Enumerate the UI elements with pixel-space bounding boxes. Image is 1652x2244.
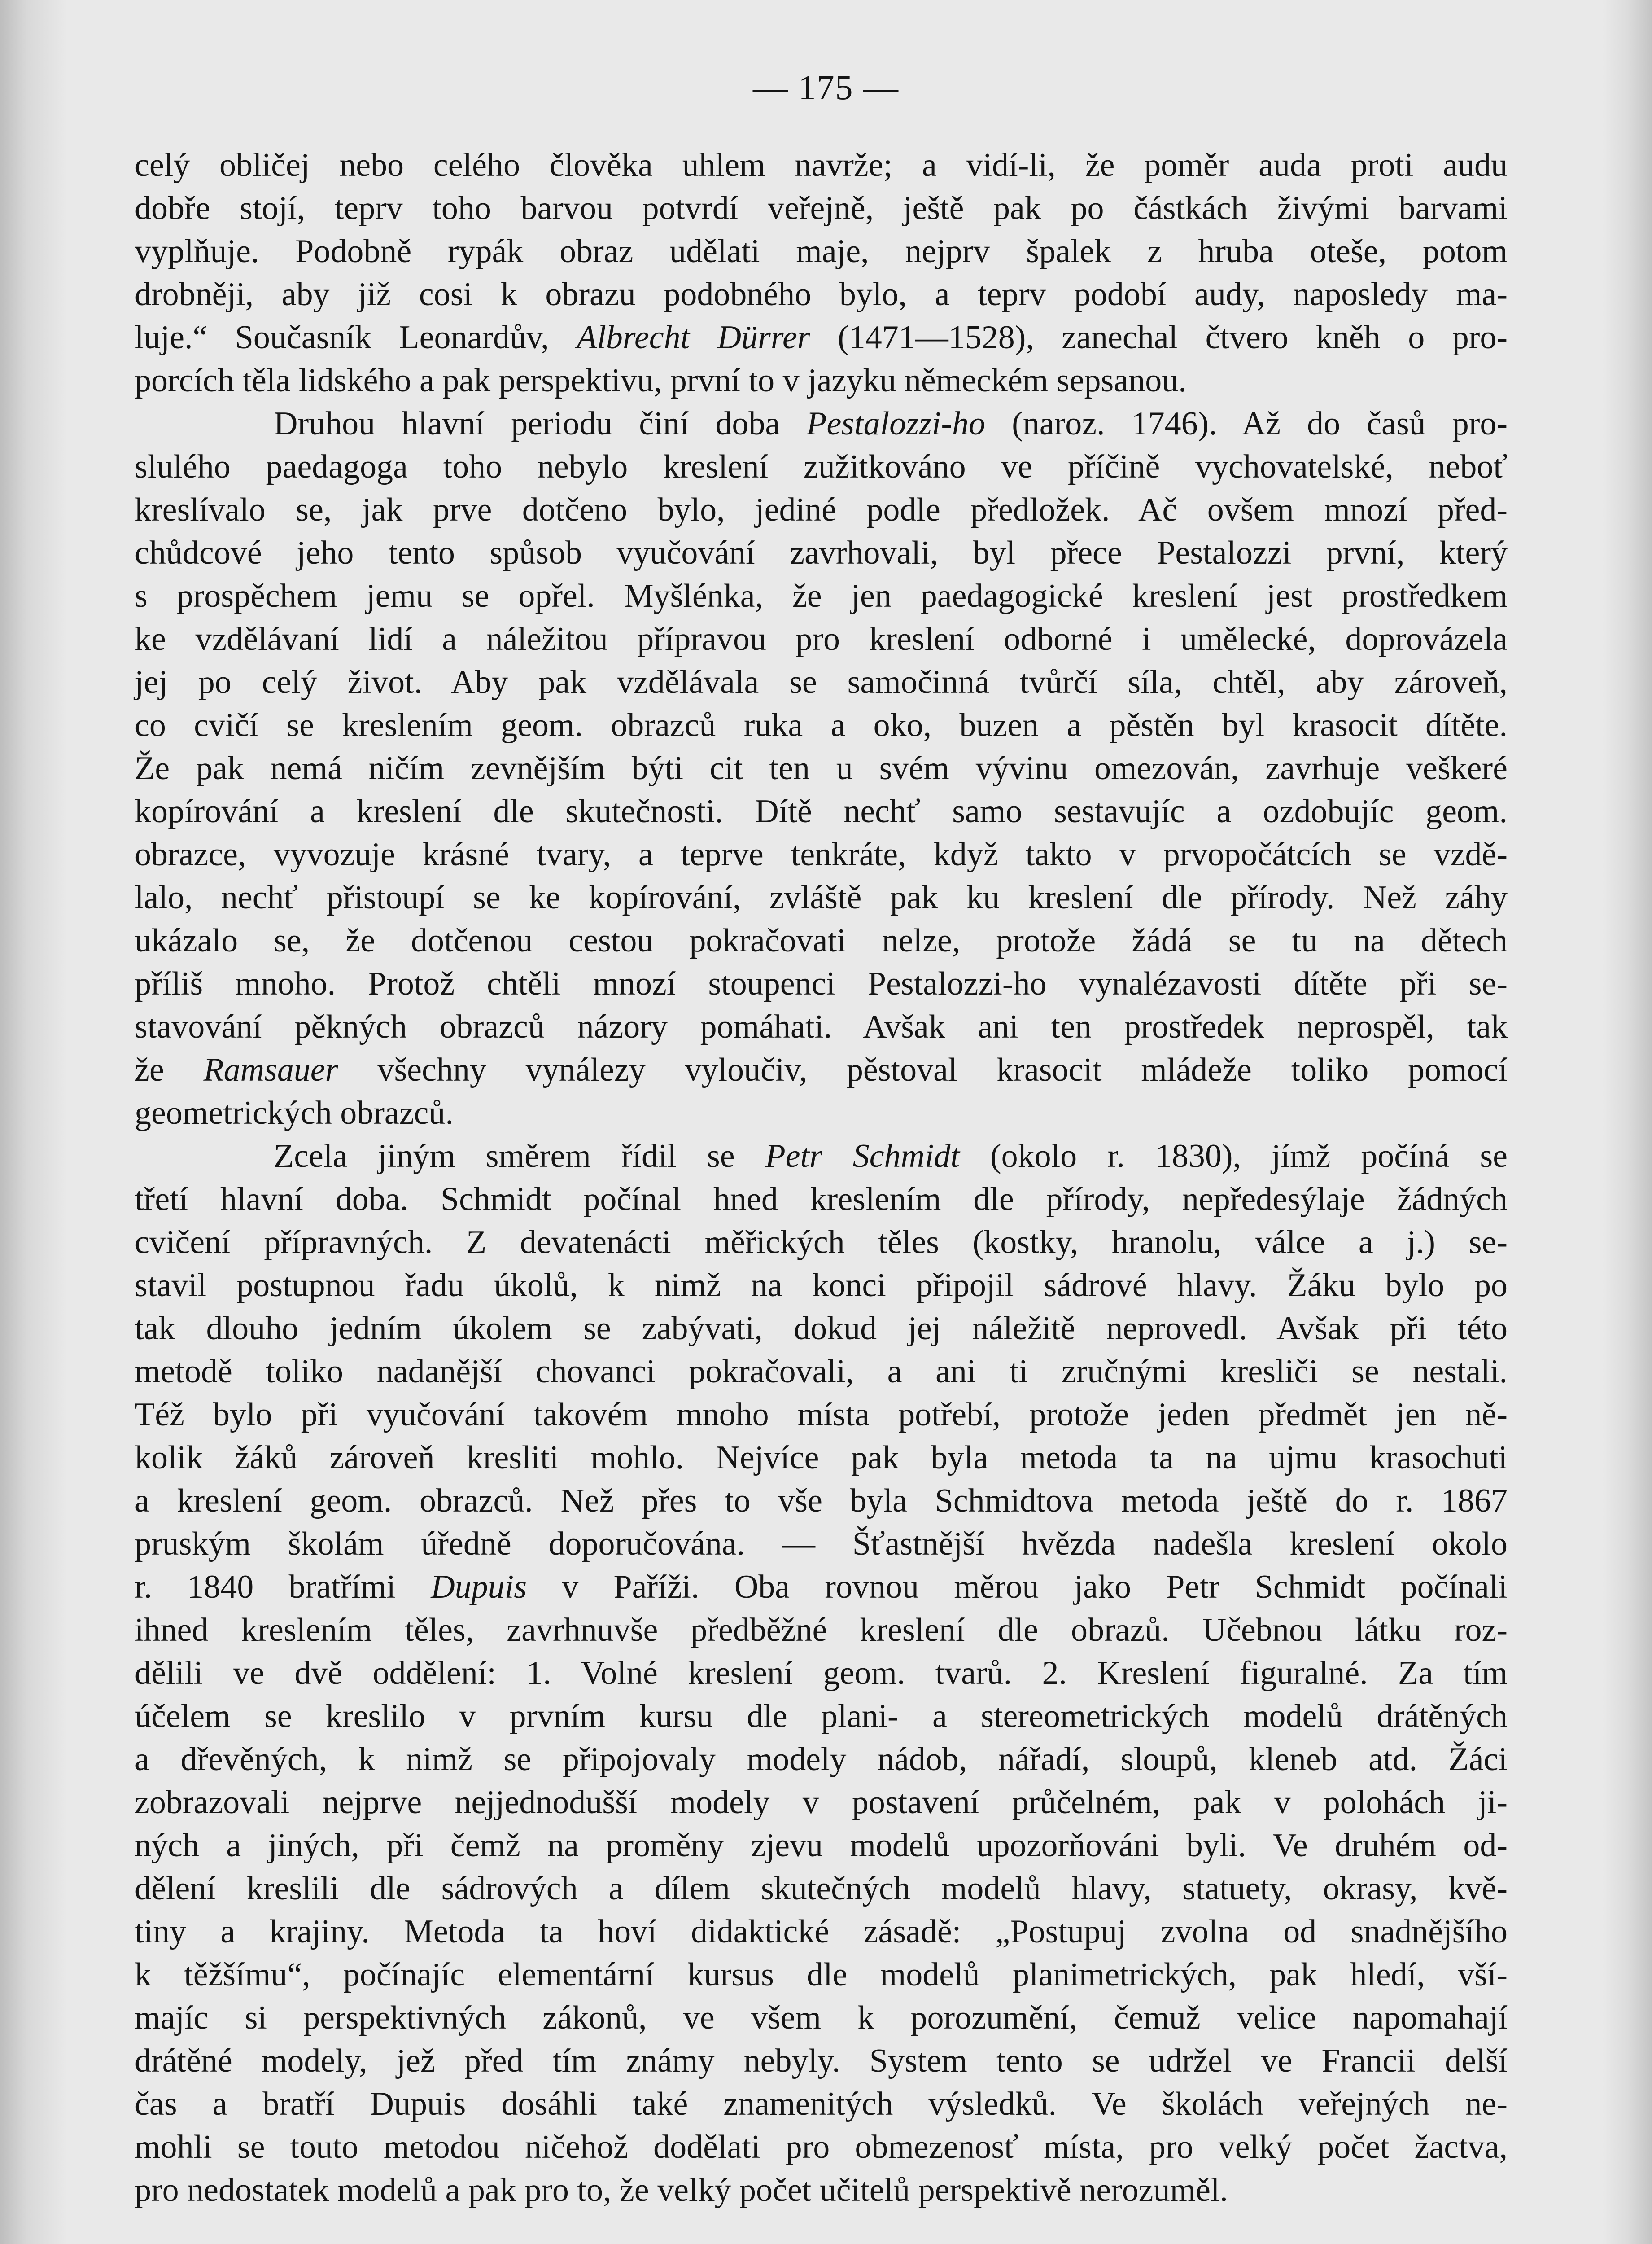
text-line: slulého paedagoga toho nebylo kreslení zužitkováno ve příčině vychovatelské, neboť bbox=[135, 448, 1508, 485]
text-line: r. 1840 bratřími Dupuis v Paříži. Oba rovnou měrou jako Petr Schmidt počínali bbox=[135, 1569, 1508, 1605]
text-line: metodě toliko nadanější chovanci pokračovali, a ani ti zručnými kresliči se nestali. bbox=[135, 1353, 1508, 1390]
text-line: ných a jiných, při čemž na proměny zjevu modelů upozorňováni byli. Ve druhém od- bbox=[135, 1827, 1508, 1864]
text-line: čas a bratří Dupuis dosáhli také znamenitých výsledků. Ve školách veřejných ne- bbox=[135, 2086, 1508, 2122]
text-line: dělili ve dvě oddělení: 1. Volné kreslení geom. tvarů. 2. Kreslení figuralné. Za tím bbox=[135, 1655, 1508, 1692]
text-line: zobrazovali nejprve nejjednodušší modely v postavení průčelném, pak v polohách ji- bbox=[135, 1784, 1508, 1821]
text-line: a kreslení geom. obrazců. Než přes to vše byla Schmidtova metoda ještě do r. 1867 bbox=[135, 1482, 1508, 1519]
text-line: luje.“ Současník Leonardův, Albrecht Dürrer (1471—1528), zanechal čtvero kněh o pro- bbox=[135, 319, 1508, 356]
text-line: celý obličej nebo celého člověka uhlem navrže; a vidí-li, že poměr auda proti audu bbox=[135, 147, 1508, 184]
text-line: jej po celý život. Aby pak vzdělávala se samočinná tvůrčí síla, chtěl, aby zároveň, bbox=[135, 664, 1508, 701]
text-line: geometrických obrazců. bbox=[135, 1095, 454, 1131]
text-line: drobněji, aby již cosi k obrazu podobného bylo, a teprv podobí audy, naposledy ma- bbox=[135, 276, 1508, 313]
text-line: a dřevěných, k nimž se připojovaly modely nádob, nářadí, sloupů, kleneb atd. Žáci bbox=[135, 1741, 1508, 1778]
text-line-paragraph-start: Zcela jiným směrem řídil se Petr Schmidt (okolo r. 1830), jímž počíná se bbox=[274, 1138, 1508, 1175]
text-line: vyplňuje. Podobně rypák obraz udělati maje, nejprv špalek z hruba oteše, potom bbox=[135, 233, 1508, 270]
text-line: porcích těla lidského a pak perspektivu, první to v jazyku německém sepsanou. bbox=[135, 362, 1187, 399]
text-line: kolik žáků zároveň kresliti mohlo. Nejvíce pak byla metoda ta na ujmu krasochuti bbox=[135, 1439, 1508, 1476]
text-line: že Ramsauer všechny vynálezy vyloučiv, pěstoval krasocit mládeže toliko pomocí bbox=[135, 1052, 1508, 1088]
text-line: drátěné modely, jež před tím známy nebyly. System tento se udržel ve Francii delší bbox=[135, 2042, 1508, 2079]
text-line: lalo, nechť přistoupí se ke kopírování, zvláště pak ku kreslení dle přírody. Než záhy bbox=[135, 879, 1508, 916]
text-line: stavil postupnou řadu úkolů, k nimž na konci připojil sádrové hlavy. Žáku bylo po bbox=[135, 1267, 1508, 1304]
text-line: účelem se kreslilo v prvním kursu dle plani- a stereometrických modelů drátěných bbox=[135, 1698, 1508, 1735]
text-line: příliš mnoho. Protož chtěli mnozí stoupenci Pestalozzi-ho vynalézavosti dítěte při se- bbox=[135, 965, 1508, 1002]
text-line: obrazce, vyvozuje krásné tvary, a teprve tenkráte, když takto v prvopočátcích se vzdě- bbox=[135, 836, 1508, 873]
text-line: k těžšímu“, počínajíc elementární kursus dle modelů planimetrických, pak hledí, vší- bbox=[135, 1956, 1508, 1993]
text-line: tak dlouho jedním úkolem se zabývati, dokud jej náležitě neprovedl. Avšak při této bbox=[135, 1310, 1508, 1347]
text-line: dobře stojí, teprv toho barvou potvrdí veřejně, ještě pak po částkách živými barvami bbox=[135, 190, 1508, 227]
text-line: ukázalo se, že dotčenou cestou pokračovati nelze, protože žádá se tu na dětech bbox=[135, 922, 1508, 959]
text-line: Též bylo při vyučování takovém mnoho místa potřebí, protože jeden předmět jen ně- bbox=[135, 1396, 1508, 1433]
scan-edge-left bbox=[0, 0, 67, 2244]
text-line: tiny a krajiny. Metoda ta hoví didaktické zásadě: „Postupuj zvolna od snadnějšího bbox=[135, 1913, 1508, 1950]
text-line: kreslívalo se, jak prve dotčeno bylo, jediné podle předložek. Ač ovšem mnozí před- bbox=[135, 491, 1508, 528]
text-line: majíc si perspektivných zákonů, ve všem k porozumění, čemuž velice napomahají bbox=[135, 1999, 1508, 2036]
scan-edge-right bbox=[1603, 0, 1652, 2244]
text-line: stavování pěkných obrazců názory pomáhati. Avšak ani ten prostředek neprospěl, tak bbox=[135, 1008, 1508, 1045]
text-line: třetí hlavní doba. Schmidt počínal hned kreslením dle přírody, nepředesýlaje žádných bbox=[135, 1181, 1508, 1218]
text-line: dělení kreslili dle sádrových a dílem skutečných modelů hlavy, statuety, okrasy, kvě- bbox=[135, 1870, 1508, 1907]
text-line: ke vzdělávaní lidí a náležitou přípravou pro kreslení odborné i umělecké, doprovázela bbox=[135, 621, 1508, 657]
text-line: Že pak nemá ničím zevnějším býti cit ten u svém vývinu omezován, zavrhuje veškeré bbox=[135, 750, 1508, 787]
text-line: kopírování a kreslení dle skutečnosti. Dítě nechť samo sestavujíc a ozdobujíc geom. bbox=[135, 793, 1508, 830]
text-line: mohli se toutο metodou ničehož dodělati pro obmezenosť místa, pro velký počet žactva, bbox=[135, 2129, 1508, 2165]
text-line: s prospěchem jemu se opřel. Myšlénka, že jen paedagogické kreslení jest prostředkem bbox=[135, 578, 1508, 614]
text-line: pruským školám úředně doporučována. — Šťastnější hvězda nadešla kreslení okolo bbox=[135, 1525, 1508, 1562]
text-line: chůdcové jeho tento spůsob vyučování zavrhovali, byl přece Pestalozzi první, který bbox=[135, 535, 1508, 571]
text-block bbox=[135, 144, 1508, 2212]
text-line-paragraph-start: Druhou hlavní periodu činí doba Pestalozzi-ho (naroz. 1746). Až do časů pro- bbox=[274, 405, 1508, 442]
text-line: pro nedostatek modelů a pak pro to, že velký počet učitelů perspektivě nerozuměl. bbox=[135, 2172, 1228, 2209]
text-line: cvičení přípravných. Z devatenácti měřických těles (kostky, hranolu, válce a j.) se- bbox=[135, 1224, 1508, 1261]
text-line: co cvičí se kreslením geom. obrazců ruka a oko, buzen a pěstěn byl krasocit dítěte. bbox=[135, 707, 1508, 744]
text-line: ihned kreslením těles, zavrhnuvše předběžné kreslení dle obrazů. Učebnou látku roz- bbox=[135, 1612, 1508, 1648]
page-number: — 175 — bbox=[753, 68, 899, 107]
